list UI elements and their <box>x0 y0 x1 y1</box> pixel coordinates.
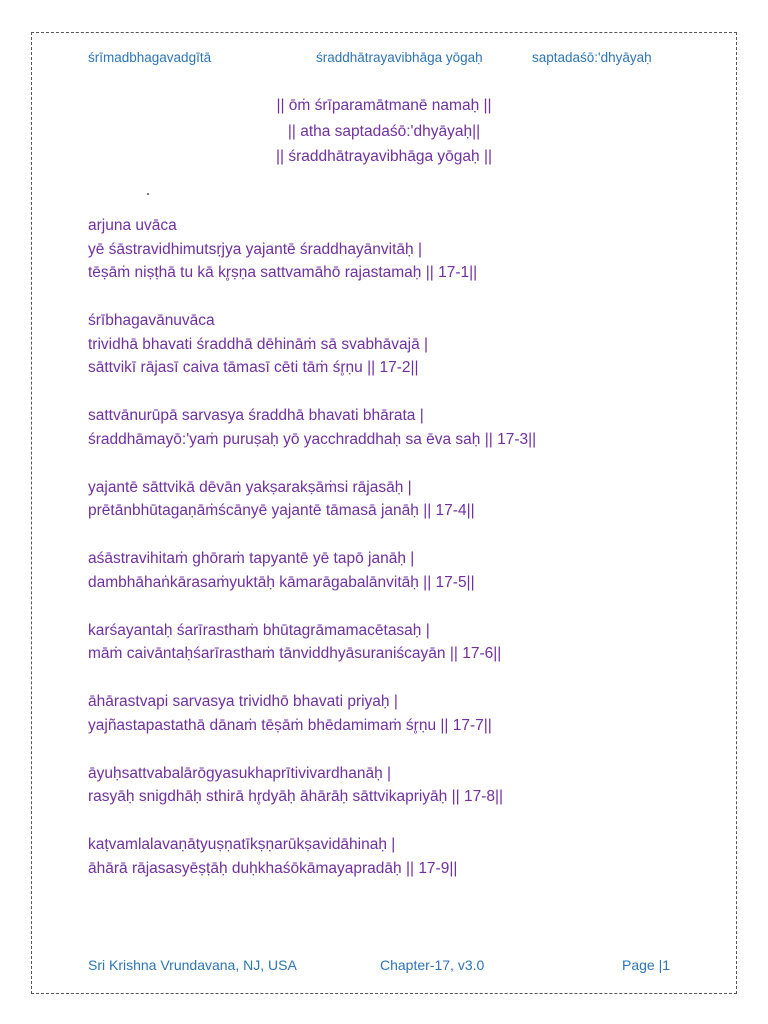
speaker-label: arjuna uvāca <box>88 217 177 234</box>
verse-17-2 <box>88 309 728 380</box>
page-footer <box>88 957 708 979</box>
verse-line: āhārā rājasasyēṣṭāḥ duḥkhaśōkāmayapradāḥ || 17-9|| <box>88 859 458 877</box>
verse-17-4 <box>88 476 728 523</box>
verse-line: dambhāhaṅkārasaṁyuktāḥ kāmarāgabalānvitāḥ || 17-5|| <box>88 573 475 591</box>
footer-page-number: Page |1 <box>622 957 671 973</box>
verse-17-7 <box>88 690 728 737</box>
verse-line: tēṣāṁ niṣṭhā tu kā kr̥ṣṇa sattvamāhō rajastamaḥ || 17-1|| <box>88 264 478 281</box>
verses-content <box>88 214 728 905</box>
verse-line: sāttvikī rājasī caiva tāmasī cēti tāṁ śr̥ṇu || 17-2|| <box>88 359 419 376</box>
verse-17-8 <box>88 762 728 809</box>
chapter-title-block <box>0 93 768 170</box>
verse-17-6 <box>88 619 728 666</box>
verse-17-1 <box>88 214 728 285</box>
header-chapter-number: saptadaśō:'dhyāyaḥ <box>532 50 652 65</box>
verse-line: yē śāstravidhimutsṛjya yajantē śraddhayānvitāḥ | <box>88 240 422 258</box>
speaker-label: śrībhagavānuvāca <box>88 312 215 329</box>
title-invocation: || ōṁ śrīparamātmanē namaḥ || <box>276 97 492 114</box>
verse-line: yajantē sāttvikā dēvān yakṣarakṣāṁsi rājasāḥ | <box>88 478 412 496</box>
verse-line: āyuḥsattvabalārōgyasukhaprītivivardhanāḥ | <box>88 764 392 782</box>
verse-17-5 <box>88 547 728 594</box>
verse-17-9 <box>88 833 728 880</box>
verse-line: karśayantaḥ śarīrasthaṁ bhūtagrāmamacētasaḥ | <box>88 621 430 639</box>
title-yoga-name: || śraddhātrayavibhāga yōgaḥ || <box>275 148 493 165</box>
verse-line: kaṭvamlalavaṇātyuṣṇatīkṣṇarūkṣavidāhinaḥ | <box>88 836 396 853</box>
verse-line: āhārastvapi sarvasya trividhō bhavati priyaḥ | <box>88 693 398 710</box>
footer-version: Chapter-17, v3.0 <box>380 957 485 973</box>
verse-line: trividhā bhavati śraddhā dēhināṁ sā svabhāvajā | <box>88 335 429 353</box>
page-header <box>88 50 708 72</box>
verse-17-3 <box>88 404 728 451</box>
verse-line: yajñastapastathā dānaṁ tēṣāṁ bhēdamimaṁ śr̥ṇu || 17-7|| <box>88 716 492 734</box>
verse-line: sattvānurūpā sarvasya śraddhā bhavati bhārata | <box>88 407 424 424</box>
verse-line: māṁ caivāntaḥśarīrasthaṁ tānviddhyāsuraniścayān || 17-6|| <box>88 645 502 662</box>
verse-line: śraddhāmayō:'yaṁ puruṣaḥ yō yacchraddhaḥ sa ēva saḥ || 17-3|| <box>88 430 537 448</box>
verse-line: rasyāḥ snigdhāḥ sthirā hr̥dyāḥ āhārāḥ sāttvikapriyāḥ || 17-8|| <box>88 788 504 805</box>
verse-line: aśāstravihitaṁ ghōraṁ tapyantē yē tapō janāḥ | <box>88 550 415 567</box>
header-chapter-name: śraddhātrayavibhāga yōgaḥ <box>316 50 483 65</box>
verse-line: prētānbhūtagaṇāṁścānyē yajantē tāmasā janāḥ || 17-4|| <box>88 502 475 519</box>
footer-organization: Sri Krishna Vrundavana, NJ, USA <box>88 957 297 973</box>
title-chapter: || atha saptadaśō:'dhyāyaḥ|| <box>287 122 481 140</box>
stray-dot <box>147 193 149 195</box>
header-book-title: śrīmadbhagavadgītā <box>88 50 212 65</box>
